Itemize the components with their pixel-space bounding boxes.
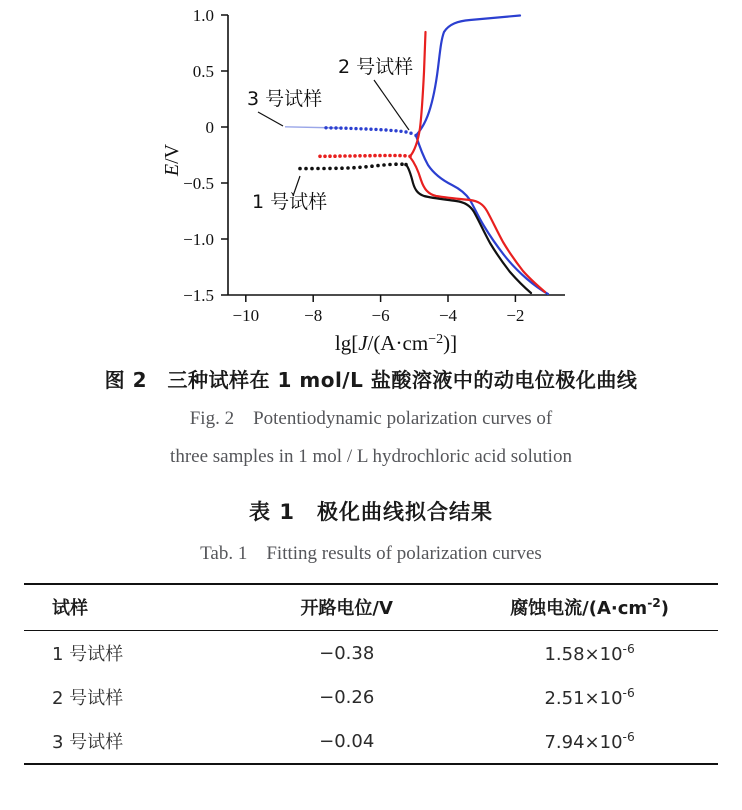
x-axis-tick-labels	[233, 306, 525, 325]
cell-icorr-exponent: -6	[622, 685, 635, 700]
column-header-icorr-exp: -2	[647, 596, 661, 611]
ytick-label: −1.0	[183, 230, 214, 249]
y-axis-ticks	[221, 15, 228, 295]
figure-caption-en-line2: three samples in 1 mol / L hydrochloric acid solution	[170, 445, 572, 467]
figure-panel	[0, 0, 742, 360]
xtick-label: −10	[232, 306, 260, 325]
annotation-label-sample-3: 3 号试样	[247, 88, 323, 110]
svg-text:lg[J/(A·cm−2)]: $\lg[J/(A\cdot cm^{-2})]$	[334, 331, 458, 355]
cell-icorr	[461, 631, 718, 676]
figure-caption-cn: 图 2 三种试样在 1 mol/L 盐酸溶液中的动电位极化曲线	[104, 368, 638, 392]
xtick-label: −6	[371, 306, 390, 325]
table-header-row	[24, 584, 718, 631]
polarization-chart	[0, 0, 742, 355]
annotation-sample-3	[247, 88, 322, 126]
cell-icorr-exponent: -6	[622, 641, 635, 656]
ytick-label: 0	[205, 118, 214, 137]
table-title-en: Tab. 1 Fitting results of polarization curves	[200, 543, 542, 565]
annotation-label-sample-2: 2 号试样	[338, 56, 414, 78]
cell-icorr-mantissa: 2.51×10	[544, 687, 623, 709]
ytick-label: 0.5	[192, 62, 214, 81]
cell-icorr-mantissa: 7.94×10	[544, 731, 623, 753]
y-axis-tick-labels	[183, 6, 214, 305]
column-header-icorr-tail: )	[660, 598, 670, 620]
xtick-label: −2	[506, 306, 525, 325]
annotation-sample-1	[252, 176, 327, 213]
x-axis-title	[335, 331, 457, 355]
cell-sample: 1 号试样	[52, 644, 124, 666]
column-header-ocp: 开路电位/V	[300, 598, 393, 620]
ytick-label: −0.5	[183, 174, 214, 193]
svg-text:E/V: E/V	[161, 143, 183, 177]
xtick-label: −8	[304, 306, 323, 325]
annotation-sample-2	[338, 56, 413, 130]
table-row	[24, 719, 718, 764]
ytick-label: 1.0	[192, 6, 214, 25]
cell-icorr	[461, 719, 718, 764]
figure-caption-en-line1: Fig. 2 Potentiodynamic polarization curves of	[189, 408, 553, 429]
cell-icorr-exponent: -6	[622, 729, 635, 744]
x-axis-ticks	[246, 295, 516, 302]
cell-ocp: −0.26	[319, 686, 375, 708]
column-header-sample: 试样	[52, 598, 88, 620]
table-row	[24, 675, 718, 719]
cell-icorr	[461, 675, 718, 719]
fitting-results-table	[24, 583, 718, 765]
table-title-cn: 表 1 极化曲线拟合结果	[249, 500, 493, 525]
annotation-label-sample-1: 1 号试样	[252, 191, 328, 213]
table-row	[24, 631, 718, 676]
cell-icorr-mantissa: 1.58×10	[544, 643, 623, 665]
cell-ocp: −0.38	[319, 642, 375, 664]
column-header-icorr	[461, 584, 718, 631]
ytick-label: −1.5	[183, 286, 214, 305]
column-header-icorr-main: 腐蚀电流/(A·cm	[510, 598, 648, 620]
cell-ocp: −0.04	[319, 730, 375, 752]
xtick-label: −4	[438, 306, 458, 325]
y-axis-title	[161, 143, 183, 177]
cell-sample: 2 号试样	[52, 688, 124, 710]
cell-sample: 3 号试样	[52, 732, 124, 754]
